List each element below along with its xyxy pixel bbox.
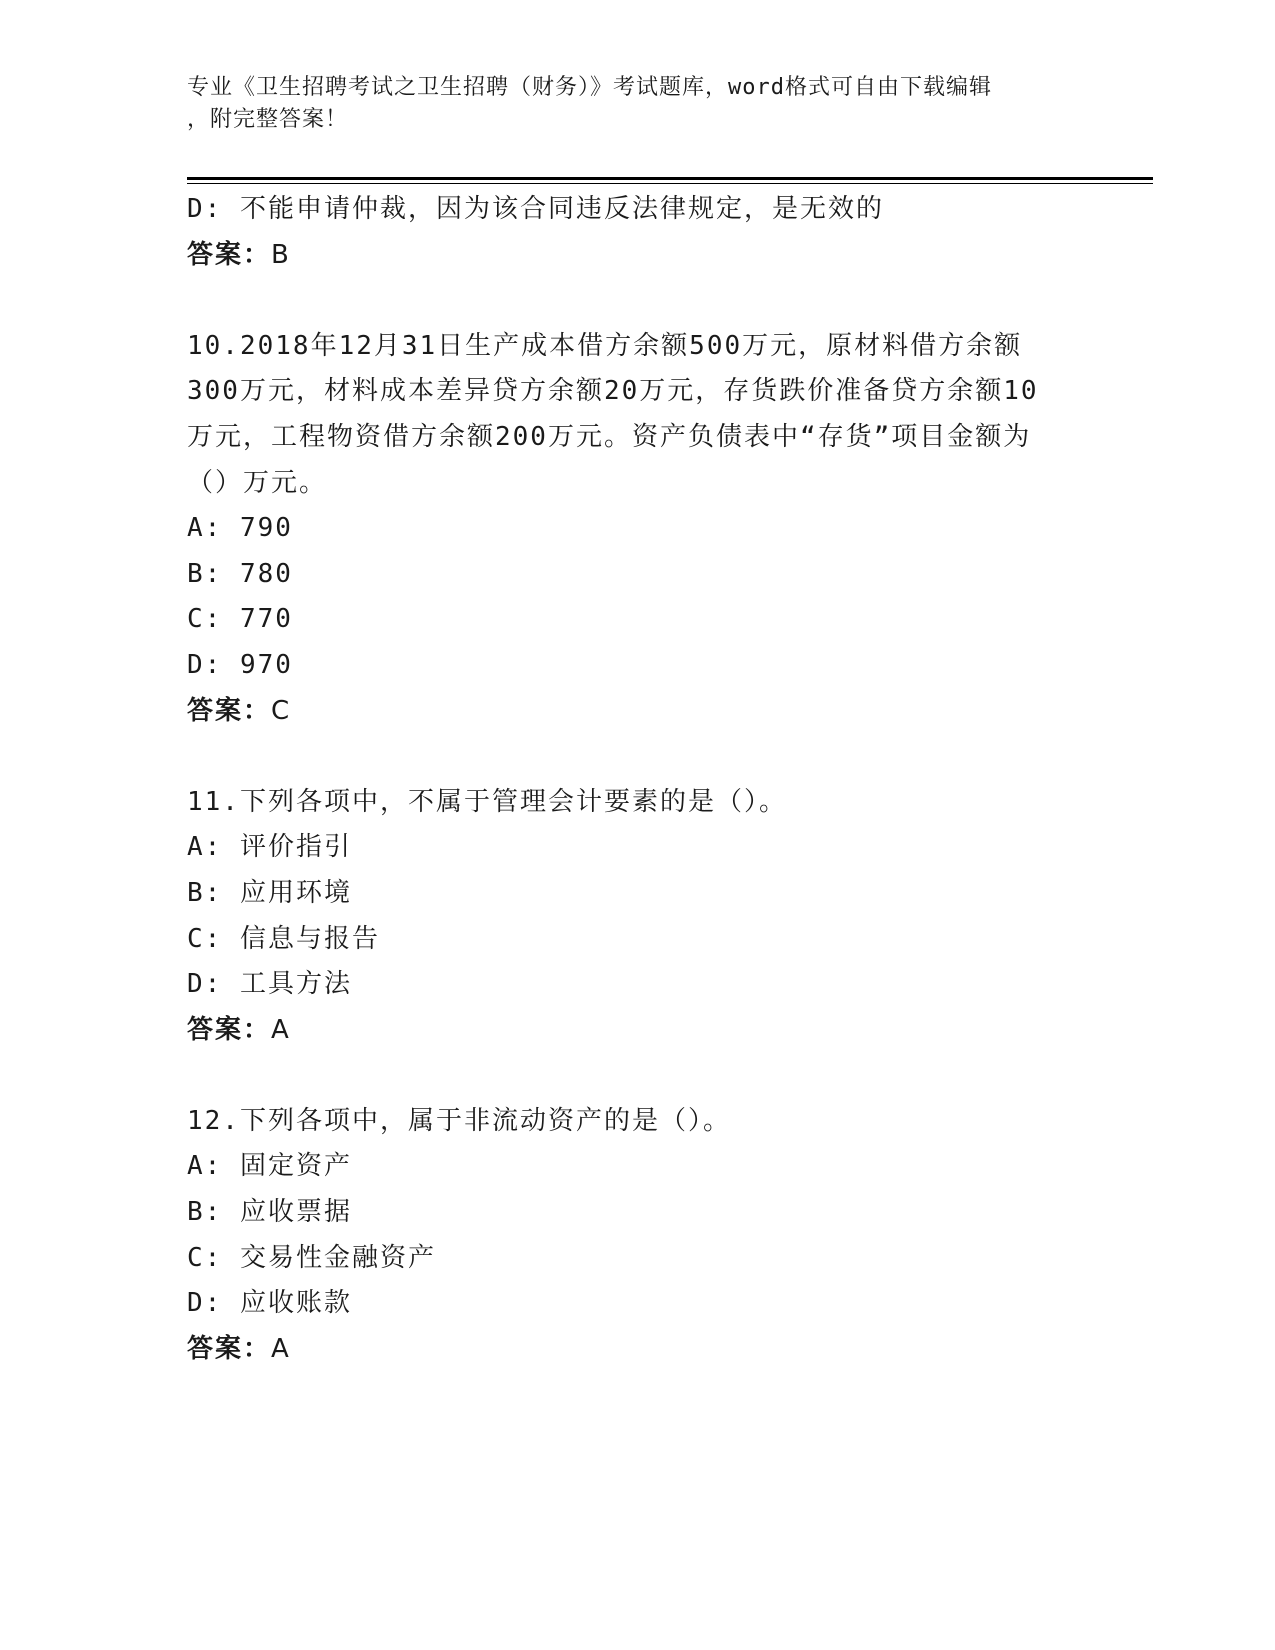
answer-label: 答案： [187, 1333, 272, 1364]
answer-value: A [271, 1014, 291, 1045]
question-stem: 10.2018年12月31日生产成本借方余额500万元，原材料借方余额300万元，材料成本差异贷方余额20万元，存货跌价准备贷方余额10万元，工程物资借方余额200万元。资产负债表中“存货”项目金额为（）万元。 [187, 330, 1039, 498]
answer-label: 答案： [187, 1014, 272, 1045]
option-b: B: 780 [187, 558, 293, 589]
option-c: C: 770 [187, 604, 293, 635]
answer-line [187, 1327, 1087, 1373]
document-header [187, 72, 1087, 136]
header-line-2: ，附完整答案！ [187, 107, 349, 132]
question-stem: 12.下列各项中，属于非流动资产的是（）。 [187, 1105, 731, 1136]
question-stem: 11.下列各项中，不属于管理会计要素的是（）。 [187, 786, 787, 817]
question-10 [187, 324, 1087, 734]
option-d: D: 工具方法 [187, 969, 352, 1000]
header-divider-thin [187, 183, 1153, 184]
header-divider-thick [187, 177, 1153, 180]
question-12 [187, 1099, 1087, 1373]
answer-label: 答案： [187, 239, 272, 270]
previous-question-tail [187, 187, 1087, 278]
spacer [187, 278, 1087, 324]
answer-value: C [271, 695, 292, 726]
question-content [187, 187, 1087, 1372]
header-line-1: 专业《卫生招聘考试之卫生招聘（财务）》考试题库，word格式可自由下载编辑 [187, 75, 992, 100]
option-c: C: 交易性金融资产 [187, 1242, 436, 1273]
answer-line [187, 1008, 1087, 1054]
option-c: C: 信息与报告 [187, 923, 380, 954]
question-11 [187, 780, 1087, 1054]
option-d: D: 不能申请仲裁，因为该合同违反法律规定，是无效的 [187, 194, 884, 224]
option-b: B: 应用环境 [187, 877, 352, 908]
answer-line [187, 689, 1087, 735]
answer-value: A [271, 1333, 291, 1364]
answer-value: B [271, 239, 291, 270]
option-a: A: 评价指引 [187, 832, 352, 863]
option-d: D: 970 [187, 649, 293, 680]
option-d: D: 应收账款 [187, 1288, 352, 1319]
answer-line [187, 233, 1087, 279]
option-a: A: 790 [187, 513, 293, 544]
option-a: A: 固定资产 [187, 1151, 352, 1182]
option-b: B: 应收票据 [187, 1197, 352, 1228]
spacer [187, 1053, 1087, 1099]
answer-label: 答案： [187, 695, 272, 726]
spacer [187, 734, 1087, 780]
